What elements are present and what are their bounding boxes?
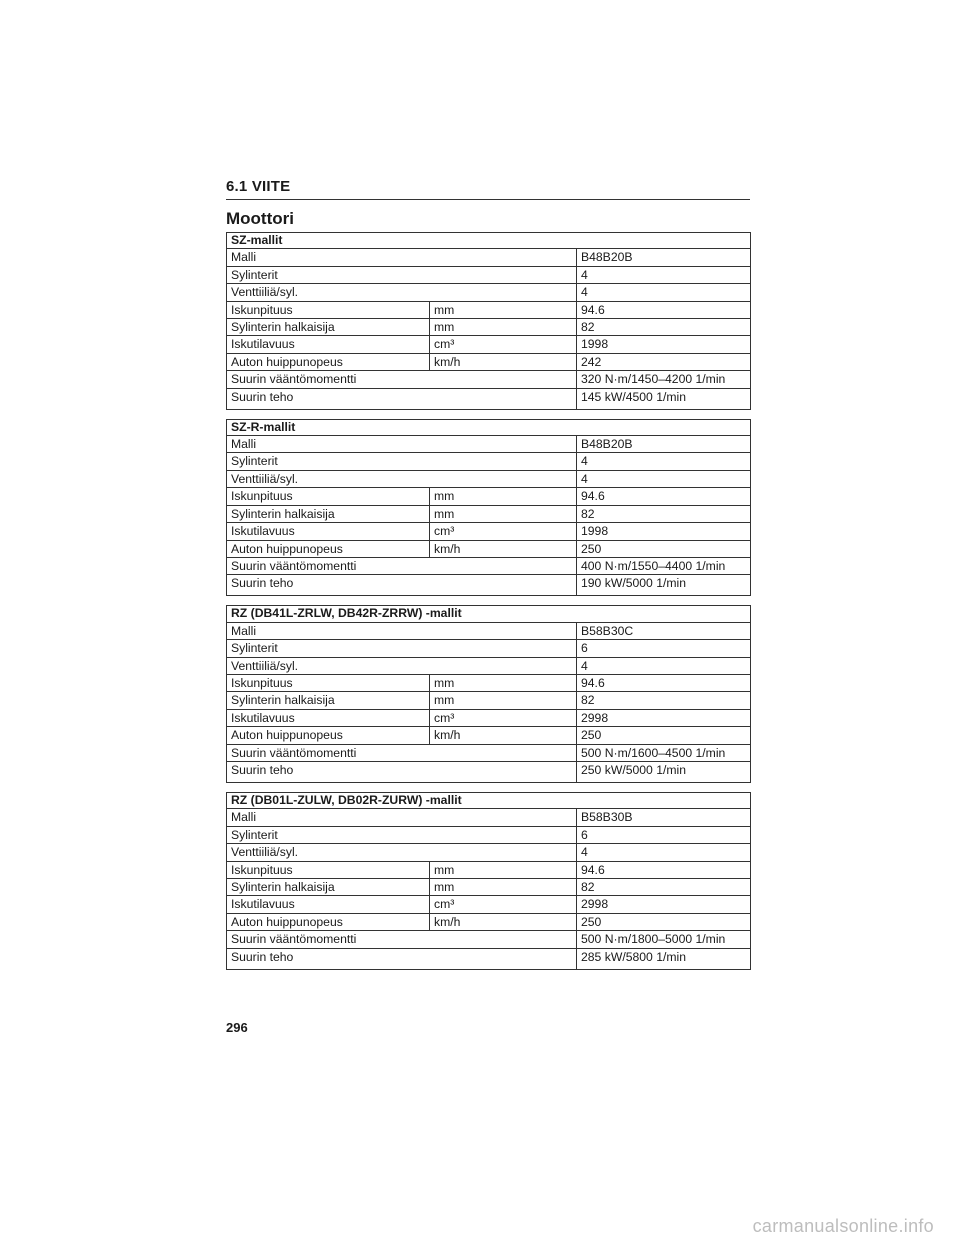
table-row	[227, 761, 751, 782]
spec-unit: mm	[430, 301, 577, 318]
table-row	[227, 844, 751, 861]
table-row	[227, 744, 751, 761]
table-row	[227, 319, 751, 336]
spec-value: 94.6	[577, 488, 751, 505]
table-row	[227, 523, 751, 540]
table-row	[227, 709, 751, 726]
spec-table	[226, 792, 751, 970]
table-row	[227, 727, 751, 744]
spec-label: Sylinterin halkaisija	[227, 692, 430, 709]
spec-value: 2998	[577, 709, 751, 726]
spec-label: Malli	[227, 249, 577, 266]
spec-label: Sylinterin halkaisija	[227, 505, 430, 522]
spec-value: B48B20B	[577, 436, 751, 453]
table-row	[227, 826, 751, 843]
spec-value: 4	[577, 266, 751, 283]
spec-table-title: SZ-R-mallit	[227, 419, 751, 435]
table-row	[227, 931, 751, 948]
spec-unit: km/h	[430, 353, 577, 370]
spec-label: Sylinterit	[227, 453, 577, 470]
table-row	[227, 692, 751, 709]
spec-value: 190 kW/5000 1/min	[577, 575, 751, 596]
spec-label: Suurin vääntömomentti	[227, 744, 577, 761]
spec-value: 320 N·m/1450–4200 1/min	[577, 371, 751, 388]
table-row	[227, 266, 751, 283]
spec-value: 6	[577, 640, 751, 657]
table-row	[227, 896, 751, 913]
table-row	[227, 540, 751, 557]
spec-value: 145 kW/4500 1/min	[577, 388, 751, 409]
spec-value: 1998	[577, 336, 751, 353]
table-row	[227, 557, 751, 574]
table-row	[227, 301, 751, 318]
table-row	[227, 453, 751, 470]
table-row	[227, 913, 751, 930]
spec-table-title: RZ (DB01L-ZULW, DB02R-ZURW) -mallit	[227, 792, 751, 808]
section-header: 6.1 VIITE	[226, 178, 750, 200]
spec-label: Iskunpituus	[227, 861, 430, 878]
table-row	[227, 470, 751, 487]
spec-value: 4	[577, 284, 751, 301]
table-row	[227, 249, 751, 266]
spec-label: Suurin teho	[227, 761, 577, 782]
spec-table-title: SZ-mallit	[227, 233, 751, 249]
spec-value: 82	[577, 879, 751, 896]
spec-label: Sylinterit	[227, 266, 577, 283]
spec-label: Malli	[227, 809, 577, 826]
spec-table-title: RZ (DB41L-ZRLW, DB42R-ZRRW) -mallit	[227, 606, 751, 622]
spec-unit: km/h	[430, 913, 577, 930]
spec-label: Malli	[227, 622, 577, 639]
spec-value: 94.6	[577, 861, 751, 878]
table-row	[227, 284, 751, 301]
spec-unit: mm	[430, 319, 577, 336]
table-row	[227, 436, 751, 453]
spec-unit: cm³	[430, 336, 577, 353]
spec-value: B48B20B	[577, 249, 751, 266]
spec-value: 2998	[577, 896, 751, 913]
spec-label: Suurin vääntömomentti	[227, 371, 577, 388]
spec-unit: km/h	[430, 727, 577, 744]
spec-label: Sylinterin halkaisija	[227, 879, 430, 896]
spec-value: B58B30C	[577, 622, 751, 639]
spec-value: B58B30B	[577, 809, 751, 826]
spec-tables-container	[226, 232, 750, 979]
table-row	[227, 388, 751, 409]
spec-table	[226, 419, 751, 597]
spec-label: Suurin teho	[227, 388, 577, 409]
spec-value: 94.6	[577, 301, 751, 318]
spec-value: 82	[577, 692, 751, 709]
spec-label: Iskutilavuus	[227, 709, 430, 726]
spec-unit: mm	[430, 505, 577, 522]
page-number: 296	[226, 1020, 248, 1035]
spec-label: Malli	[227, 436, 577, 453]
table-row	[227, 879, 751, 896]
table-row	[227, 861, 751, 878]
spec-value: 4	[577, 844, 751, 861]
spec-table-title-row	[227, 419, 751, 435]
table-row	[227, 674, 751, 691]
spec-label: Iskunpituus	[227, 488, 430, 505]
spec-label: Venttiiliä/syl.	[227, 284, 577, 301]
spec-label: Iskunpituus	[227, 674, 430, 691]
spec-value: 250 kW/5000 1/min	[577, 761, 751, 782]
spec-label: Iskutilavuus	[227, 336, 430, 353]
spec-unit: cm³	[430, 896, 577, 913]
table-row	[227, 809, 751, 826]
spec-value: 250	[577, 913, 751, 930]
table-row	[227, 657, 751, 674]
spec-label: Auton huippunopeus	[227, 727, 430, 744]
spec-label: Iskunpituus	[227, 301, 430, 318]
spec-label: Suurin teho	[227, 948, 577, 969]
spec-value: 82	[577, 505, 751, 522]
spec-label: Suurin vääntömomentti	[227, 557, 577, 574]
spec-label: Auton huippunopeus	[227, 540, 430, 557]
table-row	[227, 948, 751, 969]
spec-unit: mm	[430, 692, 577, 709]
table-row	[227, 622, 751, 639]
table-row	[227, 488, 751, 505]
spec-label: Venttiiliä/syl.	[227, 844, 577, 861]
spec-unit: mm	[430, 488, 577, 505]
spec-value: 500 N·m/1800–5000 1/min	[577, 931, 751, 948]
spec-label: Venttiiliä/syl.	[227, 657, 577, 674]
table-row	[227, 505, 751, 522]
spec-table	[226, 232, 751, 410]
spec-label: Auton huippunopeus	[227, 913, 430, 930]
spec-value: 94.6	[577, 674, 751, 691]
spec-value: 4	[577, 657, 751, 674]
spec-label: Iskutilavuus	[227, 523, 430, 540]
spec-value: 6	[577, 826, 751, 843]
spec-table-title-row	[227, 792, 751, 808]
spec-label: Auton huippunopeus	[227, 353, 430, 370]
spec-value: 4	[577, 453, 751, 470]
spec-value: 4	[577, 470, 751, 487]
page-title: Moottori	[226, 209, 294, 228]
spec-unit: km/h	[430, 540, 577, 557]
spec-value: 242	[577, 353, 751, 370]
spec-value: 82	[577, 319, 751, 336]
table-row	[227, 353, 751, 370]
spec-unit: mm	[430, 674, 577, 691]
spec-label: Sylinterit	[227, 826, 577, 843]
table-row	[227, 575, 751, 596]
spec-value: 400 N·m/1550–4400 1/min	[577, 557, 751, 574]
spec-table-title-row	[227, 233, 751, 249]
spec-table	[226, 605, 751, 783]
table-row	[227, 640, 751, 657]
table-row	[227, 371, 751, 388]
spec-value: 285 kW/5800 1/min	[577, 948, 751, 969]
spec-unit: cm³	[430, 523, 577, 540]
spec-value: 500 N·m/1600–4500 1/min	[577, 744, 751, 761]
spec-label: Suurin teho	[227, 575, 577, 596]
spec-unit: mm	[430, 879, 577, 896]
spec-label: Iskutilavuus	[227, 896, 430, 913]
spec-label: Sylinterin halkaisija	[227, 319, 430, 336]
table-row	[227, 336, 751, 353]
spec-label: Suurin vääntömomentti	[227, 931, 577, 948]
watermark: carmanualsonline.info	[752, 1216, 934, 1236]
spec-unit: mm	[430, 861, 577, 878]
spec-table-title-row	[227, 606, 751, 622]
spec-label: Venttiiliä/syl.	[227, 470, 577, 487]
spec-value: 250	[577, 540, 751, 557]
spec-value: 1998	[577, 523, 751, 540]
spec-value: 250	[577, 727, 751, 744]
spec-label: Sylinterit	[227, 640, 577, 657]
spec-unit: cm³	[430, 709, 577, 726]
